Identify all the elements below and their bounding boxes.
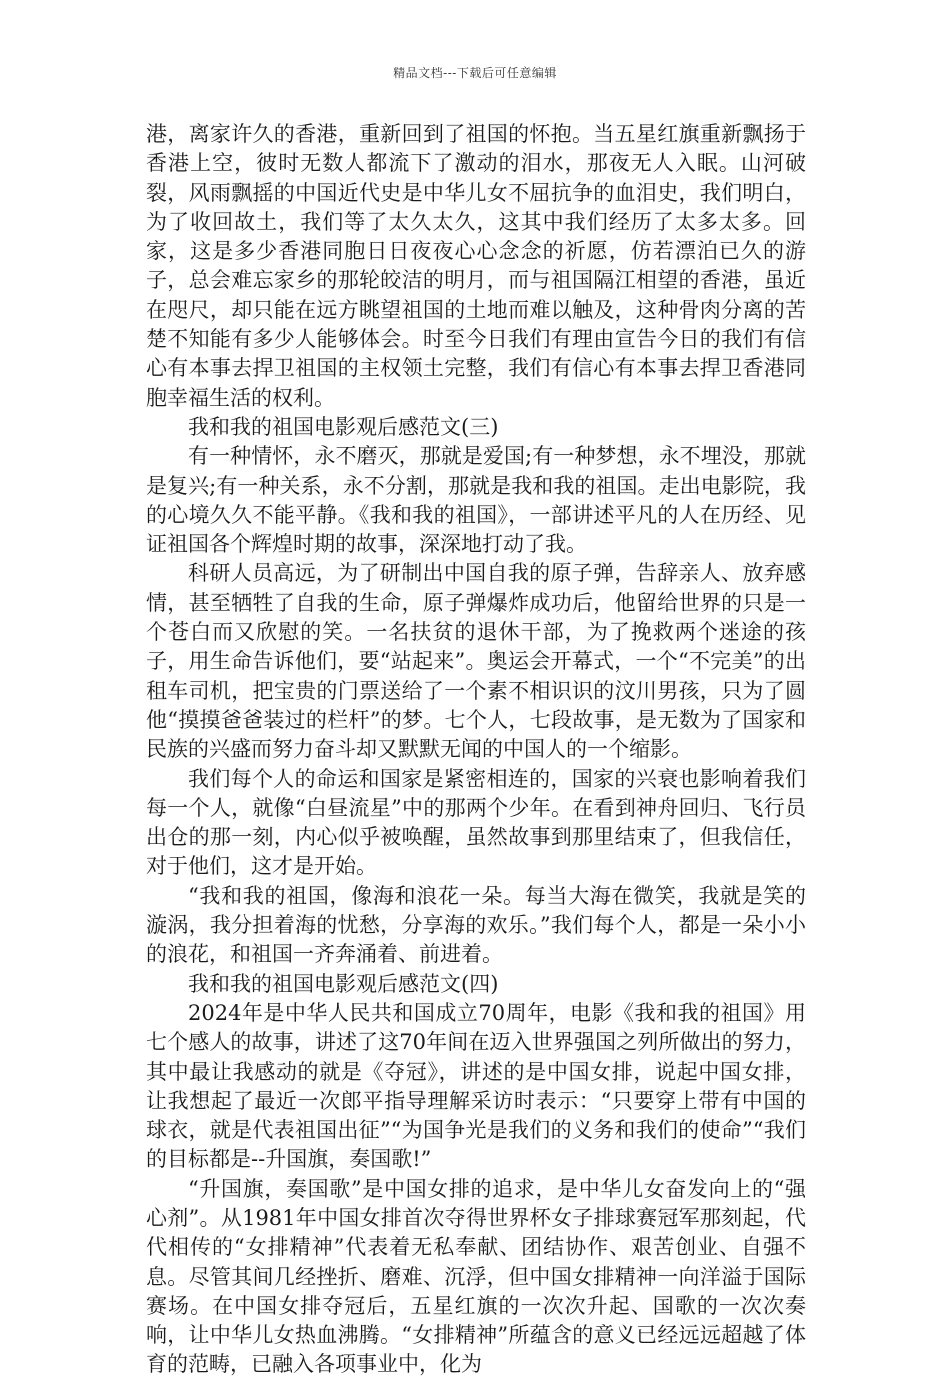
paragraph-song-quote: “我和我的祖国，像海和浪花一朵。每当大海在微笑，我就是笑的漩涡，我分担着海的忧愁，分享海的欢乐。”我们每个人，都是一朵小小的浪花，和祖国一齐奔涌着、前进着。 <box>146 883 806 967</box>
paragraph-volleyball: 2024年是中华人民共和国成立70周年，电影《我和我的祖国》用七个感人的故事，讲述了这70年间在迈入世界强国之列所做出的努力，其中最让我感动的就是《夺冠》，讲述的是中国女排，说起中国女排，让我想起了最近一次郎平指导理解采访时表示：“只要穿上带有中国的球衣，就是代表祖国出征”“为国争光是我们的义务和我们的使命”“我们的目标都是--升国旗，奏国歌!” <box>146 1000 806 1172</box>
paragraph-destiny: 我们每个人的命运和国家是紧密相连的，国家的兴衰也影响着我们每一个人，就像“白昼流星”中的那两个少年。在看到神舟回归、飞行员出仓的那一刻，内心似乎被唤醒，虽然故事到那里结束了，但我信任，对于他们，这才是开始。 <box>146 766 806 879</box>
paragraph-patriotism: 有一种情怀，永不磨灭，那就是爱国;有一种梦想，永不埋没，那就是复兴;有一种关系，永不分割，那就是我和我的祖国。走出电影院，我的心境久久不能平静。《我和我的祖国》，一部讲述平凡的人在历经、见证祖国各个辉煌时期的故事，深深地打动了我。 <box>146 444 806 557</box>
section-heading-3: 我和我的祖国电影观后感范文(三) <box>188 414 499 439</box>
paragraph-volleyball-spirit: “升国旗，奏国歌”是中国女排的追求，是中华儿女奋发向上的“强心剂”。从1981年中国女排首次夺得世界杯女子排球赛冠军那刻起，代代相传的“女排精神”代表着无私奉献、团结协作、艰苦创业、自强不息。尽管其间几经挫折、磨难、沉浮，但中国女排精神一向洋溢于国际赛场。在中国女排夺冠后，五星红旗的一次次升起、国歌的一次次奏响，让中华儿女热血沸腾。“女排精神”所蕴含的意义已经远远超越了体育的范畴，已融入各项事业中，化为 <box>146 1176 806 1377</box>
paragraph-hk-return: 港，离家许久的香港，重新回到了祖国的怀抱。当五星红旗重新飘扬于香港上空，彼时无数人都流下了激动的泪水，那夜无人入眠。山河破裂，风雨飘摇的中国近代史是中华儿女不屈抗争的血泪史，我们明白，为了收回故土，我们等了太久太久，这其中我们经历了太多太多。回家，这是多少香港同胞日日夜夜心心念念的祈愿，仿若漂泊已久的游子，总会难忘家乡的那轮皎洁的明月，而与祖国隔江相望的香港，虽近在咫尺，却只能在远方眺望祖国的土地而难以触及，这种骨肉分离的苦楚不知能有多少人能够体会。时至今日我们有理由宣告今日的我们有信心有本事去捍卫祖国的主权领土完整，我们有信心有本事去捍卫香港同胞幸福生活的权利。 <box>146 122 806 410</box>
page-header: 精品文档---下载后可任意编辑 <box>393 66 557 80</box>
section-heading-4: 我和我的祖国电影观后感范文(四) <box>188 971 499 996</box>
paragraph-seven-stories: 科研人员高远，为了研制出中国自我的原子弹，告辞亲人、放弃感情，甚至牺牲了自我的生命，原子弹爆炸成功后，他留给世界的只是一个苍白而又欣慰的笑。一名扶贫的退休干部，为了挽救两个迷途的孩子，用生命告诉他们，要“站起来”。奥运会开幕式，一个“不完美”的出租车司机，把宝贵的门票送给了一个素不相识识的汶川男孩，只为了圆他“摸摸爸爸装过的栏杆”的梦。七个人，七段故事，是无数为了国家和民族的兴盛而努力奋斗却又默默无闻的中国人的一个缩影。 <box>146 561 806 762</box>
document-body <box>146 120 806 1380</box>
